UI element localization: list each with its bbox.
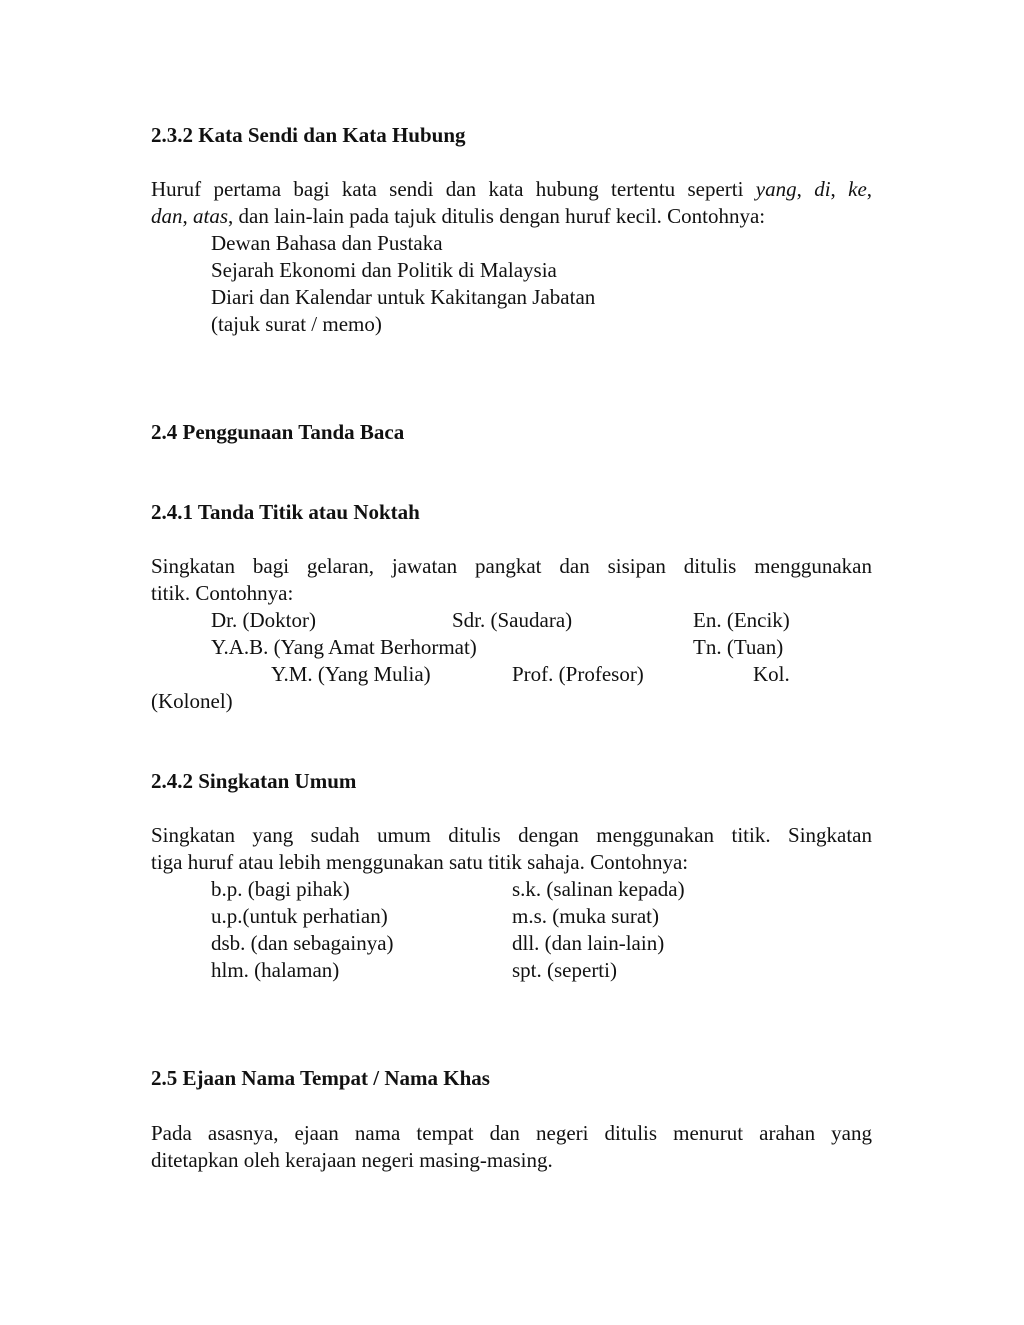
example-item: (tajuk surat / memo) [211,312,382,336]
abbreviation-item: En. (Encik) [693,608,790,632]
abbreviation-item: Y.A.B. (Yang Amat Berhormat) [211,635,477,659]
example-item: Dewan Bahasa dan Pustaka [211,231,443,255]
abbreviation-item: Dr. (Doktor) [211,608,316,632]
abbreviation-item: Prof. (Profesor) [512,662,644,686]
paragraph-2-4-2-line-1: Singkatan yang sudah umum ditulis dengan menggunakan titik. Singkatan [151,823,872,847]
paragraph-2-5-line-1: Pada asasnya, ejaan nama tempat dan negeri ditulis menurut arahan yang [151,1121,872,1145]
example-item: Diari dan Kalendar untuk Kakitangan Jabatan [211,285,596,309]
paragraph-2-3-2-line-1: Huruf pertama bagi kata sendi dan kata hubung tertentu seperti yang, di, ke, [151,177,873,201]
heading-2-3-2: 2.3.2 Kata Sendi dan Kata Hubung [151,123,466,147]
abbreviation-item: u.p.(untuk perhatian) [211,904,388,928]
paragraph-2-4-1-line-2: titik. Contohnya: [151,581,294,605]
abbreviation-item: Tn. (Tuan) [693,635,784,659]
abbreviation-item: spt. (seperti) [512,958,617,982]
abbreviation-item: Y.M. (Yang Mulia) [271,662,431,686]
abbreviation-item: Sdr. (Saudara) [452,608,573,632]
abbreviation-item: (Kolonel) [151,689,233,713]
paragraph-2-3-2-line-2: dan, atas, dan lain-lain pada tajuk ditulis dengan huruf kecil. Contohnya: [151,204,766,228]
abbreviation-item: s.k. (salinan kepada) [512,877,685,901]
heading-2-4-2: 2.4.2 Singkatan Umum [151,769,357,793]
abbreviation-item: dll. (dan lain-lain) [512,931,665,955]
abbreviation-item: m.s. (muka surat) [512,904,659,928]
abbreviation-item: hlm. (halaman) [211,958,340,982]
paragraph-2-4-1-line-1: Singkatan bagi gelaran, jawatan pangkat dan sisipan ditulis menggunakan [151,554,872,578]
abbreviation-item: Kol. [753,662,790,686]
abbreviation-item: dsb. (dan sebagainya) [211,931,394,955]
heading-2-4-1: 2.4.1 Tanda Titik atau Noktah [151,500,420,524]
paragraph-2-5-line-2: ditetapkan oleh kerajaan negeri masing-masing. [151,1148,553,1172]
abbreviation-item: b.p. (bagi pihak) [211,877,350,901]
heading-2-4: 2.4 Penggunaan Tanda Baca [151,420,405,444]
paragraph-2-4-2-line-2: tiga huruf atau lebih menggunakan satu titik sahaja. Contohnya: [151,850,689,874]
example-item: Sejarah Ekonomi dan Politik di Malaysia [211,258,557,282]
heading-2-5: 2.5 Ejaan Nama Tempat / Nama Khas [151,1066,490,1090]
